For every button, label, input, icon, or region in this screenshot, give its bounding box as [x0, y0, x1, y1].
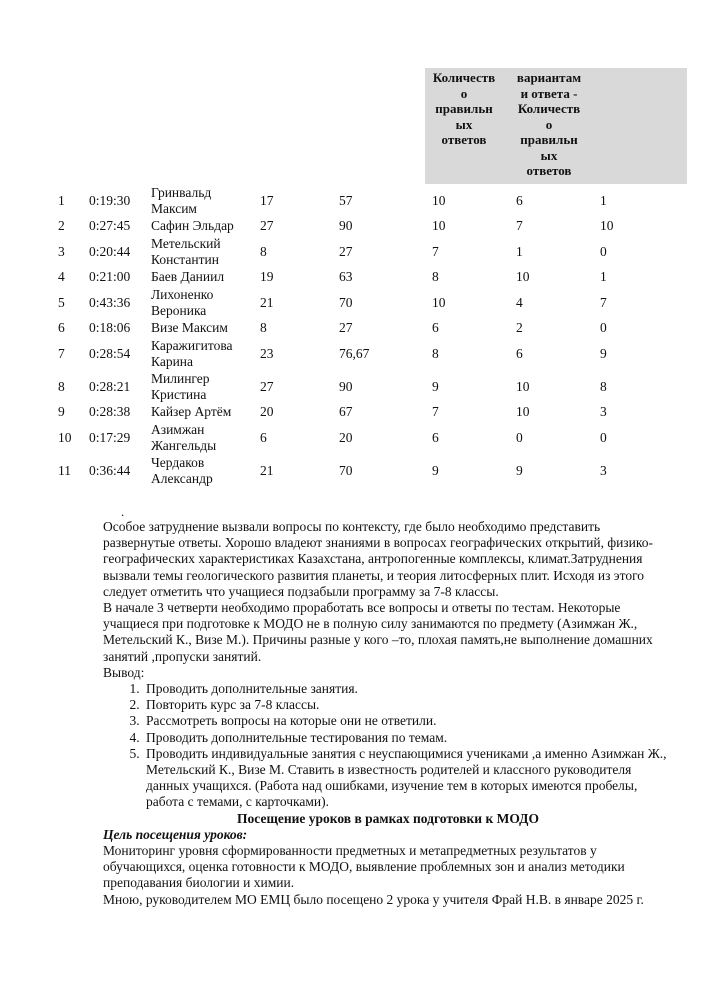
time-cell: 0:28:38 — [89, 404, 131, 419]
last-column-cell: 8 — [600, 379, 607, 394]
correct-count-cell: 8 — [432, 346, 439, 361]
conclusion-list — [103, 681, 673, 811]
correct-count-cell: 8 — [432, 269, 439, 284]
time-cell: 0:18:06 — [89, 320, 131, 335]
score-cell: 20 — [260, 404, 274, 419]
row-number: 2 — [58, 218, 65, 233]
wrong-count-cell: 7 — [516, 218, 523, 233]
correct-count-cell: 9 — [432, 379, 439, 394]
report-body — [103, 519, 673, 908]
wrong-count-cell: 10 — [516, 379, 530, 394]
last-column-cell: 0 — [600, 320, 607, 335]
percent-cell: 70 — [339, 295, 353, 310]
time-cell: 0:20:44 — [89, 244, 131, 259]
time-cell: 0:17:29 — [89, 430, 131, 445]
last-column-cell: 3 — [600, 404, 607, 419]
last-column-cell: 0 — [600, 244, 607, 259]
percent-cell: 27 — [339, 320, 353, 335]
wrong-count-cell: 6 — [516, 346, 523, 361]
wrong-count-cell: 10 — [516, 269, 530, 284]
correct-count-cell: 7 — [432, 244, 439, 259]
row-number: 3 — [58, 244, 65, 259]
student-name: Гринвальд Максим — [151, 185, 212, 216]
wrong-count-cell: 10 — [516, 404, 530, 419]
conclusion-item: 5. Проводить индивидуальные занятия с неуспающимися учениками ,а именно Азимжан Ж., Метельский К., Визе М. Ставить в известность родителей и классного руководителя данных учащихся. (Работа над ошибками, изучение тем в которых имеются пробелы, работа с темами, с карточками). — [143, 746, 673, 811]
time-cell: 0:28:21 — [89, 379, 131, 394]
row-number: 7 — [58, 346, 65, 361]
score-cell: 27 — [260, 218, 274, 233]
time-cell: 0:43:36 — [89, 295, 131, 310]
row-number: 10 — [58, 430, 72, 445]
last-column-cell: 1 — [600, 193, 607, 208]
wrong-count-cell: 1 — [516, 244, 523, 259]
row-number: 9 — [58, 404, 65, 419]
time-cell: 0:27:45 — [89, 218, 131, 233]
score-cell: 23 — [260, 346, 274, 361]
score-cell: 21 — [260, 463, 274, 478]
student-name: Каражигитова Карина — [151, 338, 233, 369]
student-name: Метельский Константин — [151, 236, 221, 267]
correct-count-cell: 10 — [432, 218, 446, 233]
correct-count-cell: 6 — [432, 430, 439, 445]
percent-cell: 90 — [339, 379, 353, 394]
student-name: Баев Даниил — [151, 269, 225, 284]
last-column-cell: 9 — [600, 346, 607, 361]
correct-count-cell: 9 — [432, 463, 439, 478]
correct-count-cell: 6 — [432, 320, 439, 335]
percent-cell: 63 — [339, 269, 353, 284]
last-column-cell: 3 — [600, 463, 607, 478]
percent-cell: 57 — [339, 193, 353, 208]
wrong-count-cell: 4 — [516, 295, 523, 310]
score-cell: 8 — [260, 244, 267, 259]
percent-cell: 20 — [339, 430, 353, 445]
percent-cell: 27 — [339, 244, 353, 259]
paragraph-difficulties: Особое затруднение вызвали вопросы по контексту, где было необходимо представить развернутые ответы. Хорошо владеют знаниями в вопросах географических открытий, физико-географических характеристиках Казахстана, антропогенные комплексы, климат.Затруднения вызвали темы геологического развития планеты, и теория литосферных плит. Исходя из этого следует отметить что учащиеся подзабыли программу за 7-8 классы. — [103, 519, 653, 599]
section-title: Посещение уроков в рамках подготовки к МОДО — [237, 810, 539, 826]
score-cell: 21 — [260, 295, 274, 310]
student-name: Лихоненко Вероника — [151, 287, 214, 318]
row-number: 6 — [58, 320, 65, 335]
conclusion-item: 2. Повторить курс за 7-8 классы. — [143, 697, 673, 713]
time-cell: 0:28:54 — [89, 346, 131, 361]
score-cell: 27 — [260, 379, 274, 394]
row-number: 8 — [58, 379, 65, 394]
correct-count-cell: 7 — [432, 404, 439, 419]
score-cell: 19 — [260, 269, 274, 284]
student-name: Азимжан Жангельды — [151, 422, 217, 453]
last-column-cell: 0 — [600, 430, 607, 445]
last-column-cell: 10 — [600, 218, 614, 233]
score-cell: 17 — [260, 193, 274, 208]
goal-text: Мониторинг уровня сформированности предметных и метапредметных результатов у обучающихся, оценка готовности к МОДО, выявление проблемных зон и анализ методики преподавания биологии и химии. — [103, 843, 625, 891]
wrong-count-cell: 9 — [516, 463, 523, 478]
stray-dot: . — [121, 504, 125, 519]
score-cell: 6 — [260, 430, 267, 445]
student-name: Визе Максим — [151, 320, 228, 335]
header-wrong-count: вариантам и ответа - Количеств о правильн ых ответов — [516, 70, 582, 178]
student-name: Чердаков Александр — [151, 455, 213, 486]
last-column-cell: 1 — [600, 269, 607, 284]
row-number: 11 — [58, 463, 71, 478]
goal-title: Цель посещения уроков: — [103, 826, 248, 842]
time-cell: 0:21:00 — [89, 269, 131, 284]
correct-count-cell: 10 — [432, 193, 446, 208]
score-cell: 8 — [260, 320, 267, 335]
visit-text: Мною, руководителем МО ЕМЦ было посещено 2 урока у учителя Фрай Н.В. в январе 2025 г. — [103, 891, 644, 907]
time-cell: 0:19:30 — [89, 193, 131, 208]
percent-cell: 67 — [339, 404, 353, 419]
wrong-count-cell: 6 — [516, 193, 523, 208]
paragraph-plan: В начале 3 четверти необходимо проработать все вопросы и ответы по тестам. Некоторые учащиеся при подготовке к МОДО не в полную силу занимаются по предмету (Азимжан Ж., Метельский К., Визе М.). Причины разные у кого –то, плохая память,не выполнение домашних занятий ,пропуски занятий. — [103, 600, 653, 664]
percent-cell: 70 — [339, 463, 353, 478]
student-name: Кайзер Артём — [151, 404, 232, 419]
row-number: 4 — [58, 269, 65, 284]
wrong-count-cell: 2 — [516, 320, 523, 335]
student-name: Милингер Кристина — [151, 371, 210, 402]
percent-cell: 76,67 — [339, 346, 370, 361]
header-correct-count: Количеств о правильн ых ответов — [432, 70, 496, 147]
conclusion-label: Вывод: — [103, 664, 145, 680]
wrong-count-cell: 0 — [516, 430, 523, 445]
time-cell: 0:36:44 — [89, 463, 131, 478]
row-number: 1 — [58, 193, 65, 208]
row-number: 5 — [58, 295, 65, 310]
student-name: Сафин Эльдар — [151, 218, 234, 233]
conclusion-item: 4. Проводить дополнительные тестирования по темам. — [143, 730, 673, 746]
last-column-cell: 7 — [600, 295, 607, 310]
conclusion-item: 3. Рассмотреть вопросы на которые они не ответили. — [143, 713, 673, 729]
correct-count-cell: 10 — [432, 295, 446, 310]
conclusion-item: 1. Проводить дополнительные занятия. — [143, 681, 673, 697]
percent-cell: 90 — [339, 218, 353, 233]
